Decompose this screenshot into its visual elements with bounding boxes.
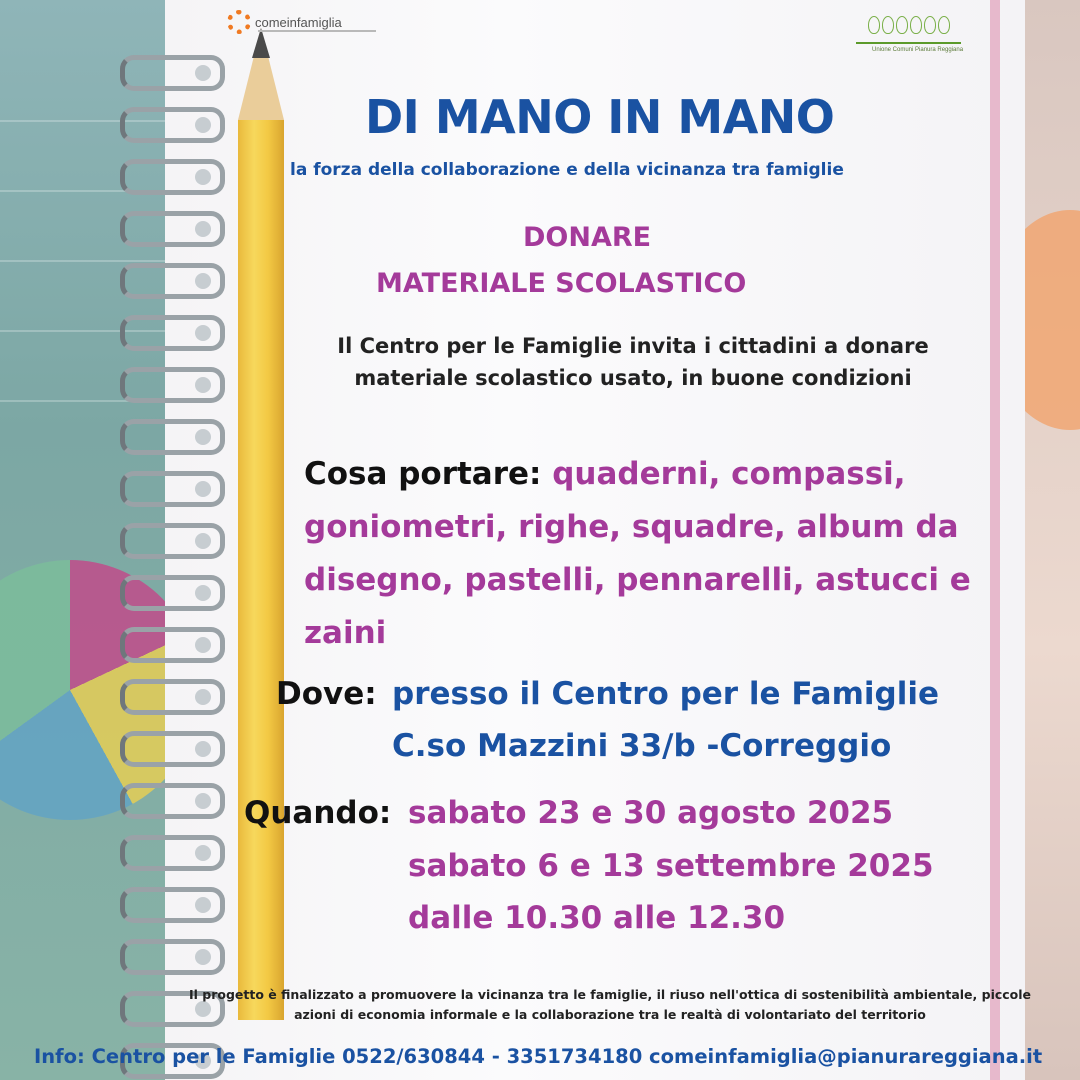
spiral-hole (195, 689, 211, 705)
contact-info: Info: Centro per le Famiglie 0522/630844 - 3351734180 comeinfamiglia@pianurareggiana.it (34, 1045, 1043, 1068)
dove-label: Dove: (276, 676, 377, 712)
background-stripe (0, 260, 170, 262)
background-right (1020, 0, 1080, 1080)
logo-unione-comuni (856, 12, 964, 56)
intro-text: Il Centro per le Famiglie invita i cittadini a donare materiale scolastico usato, in buone condizioni (337, 334, 929, 390)
cosa-portare-section (304, 448, 994, 660)
spiral-hole (195, 169, 211, 185)
spiral-hole (195, 481, 211, 497)
cosa-portare-label: Cosa portare: (304, 456, 542, 492)
project-note: Il progetto è finalizzato a promuovere la vicinanza tra le famiglie, il riuso nell'ottica di sostenibilità ambientale, piccole azioni di economia informale e la collaborazione tra le realtà di volontariato del territorio (188, 987, 1032, 1022)
spiral-hole (195, 221, 211, 237)
quando-line-2: sabato 6 e 13 settembre 2025 (408, 848, 934, 884)
heading-line-1: DONARE (523, 222, 652, 253)
spiral-hole (195, 793, 211, 809)
quando-line-1: sabato 23 e 30 agosto 2025 (408, 795, 894, 831)
pencil-icon (238, 120, 284, 1020)
logo-ring-icon (227, 10, 251, 34)
heading-line-2: MATERIALE SCOLASTICO (376, 268, 747, 299)
spiral-hole (195, 117, 211, 133)
logo-right-line (856, 42, 961, 44)
spiral-hole (195, 845, 211, 861)
logo-underline (258, 30, 376, 32)
logo-right-text: Unione Comuni Pianura Reggiana (872, 47, 964, 53)
page-title: DI MANO IN MANO (365, 90, 835, 144)
cosa-portare-value: quaderni, compassi, goniometri, righe, squadre, album da disegno, pastelli, pennarelli, astucci e zaini (304, 456, 971, 651)
spiral-hole (195, 741, 211, 757)
dove-line-2: C.so Mazzini 33/b -Correggio (392, 728, 892, 764)
trees-icon (868, 16, 952, 38)
spiral-hole (195, 533, 211, 549)
spiral-hole (195, 429, 211, 445)
spiral-hole (195, 377, 211, 393)
spiral-hole (195, 897, 211, 913)
spiral-hole (195, 273, 211, 289)
quando-label: Quando: (244, 795, 392, 831)
spiral-hole (195, 65, 211, 81)
spiral-hole (195, 585, 211, 601)
logo-left-text: comeinfamiglia (255, 14, 342, 30)
spiral-hole (195, 325, 211, 341)
dove-line-1: presso il Centro per le Famiglie (392, 676, 939, 712)
quando-line-3: dalle 10.30 alle 12.30 (408, 900, 786, 936)
page-subtitle: la forza della collaborazione e della vicinanza tra famiglie (290, 160, 844, 180)
spiral-hole (195, 949, 211, 965)
spiral-hole (195, 637, 211, 653)
